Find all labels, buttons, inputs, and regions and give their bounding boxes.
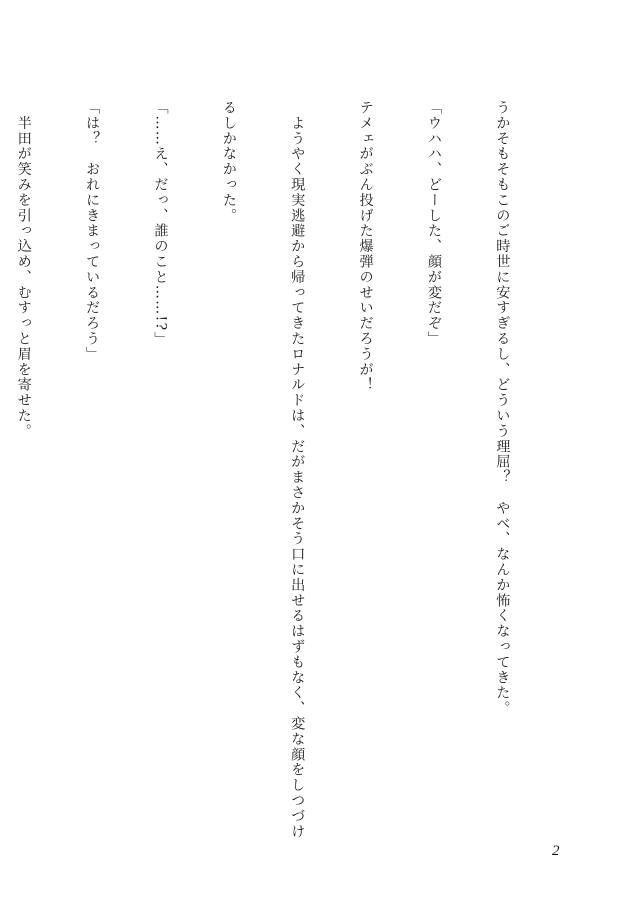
text-line: ようやく現実逃避から帰ってきたロナルドは、だがまさかそう口に出せるはずもなく、変な顔をしつづけ [289,100,306,840]
text-line: 「ウハハ、どーした、顔が変だぞ」 [426,100,443,347]
text-line: 「は？ おれにきまっているだろう」 [84,100,101,362]
text-line: 半田が笑みを引っ込め、むすっと眉を寄せた。 [15,100,32,439]
text-line: 「……え、だっ、誰のこと……!?」 [152,100,169,347]
vertical-text-body [15,100,559,840]
text-line: うかそもそもこのご時世に安すぎるし、どういう理屈？ やべ、なんか怖くなってきた。 [494,100,511,716]
text-line: テメェがぶん投げた爆弾のせいだろうが！ [357,100,374,393]
page-number: 2 [552,843,560,859]
text-line: るしかなかった。 [220,100,237,224]
